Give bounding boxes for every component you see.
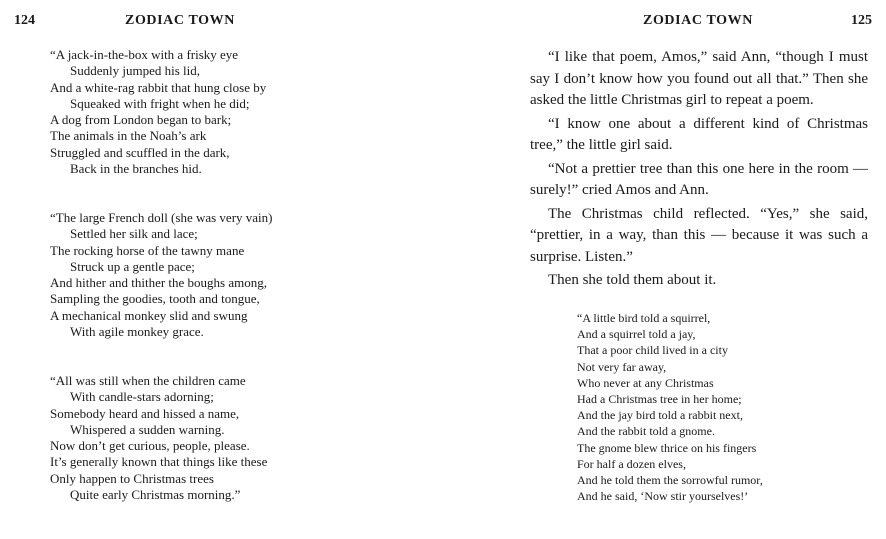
running-head-left: ZODIAC TOWN (125, 13, 235, 28)
verse-line: Only happen to Christmas trees (50, 470, 214, 486)
verse-line: Had a Christmas tree in her home; (577, 392, 742, 407)
verse-line: With agile monkey grace. (70, 324, 204, 340)
verse-line: And a squirrel told a jay, (577, 327, 696, 342)
verse-line: And the rabbit told a gnome. (577, 424, 715, 439)
poem-stanza-1 (50, 47, 266, 177)
page-number-right: 125 (851, 13, 872, 28)
verse-line: It’s generally known that things like these (50, 454, 268, 470)
verse-line: “The large French doll (she was very vain) (50, 210, 273, 225)
verse-line: With candle-stars adorning; (70, 389, 214, 405)
verse-line: And he told them the sorrowful rumor, (577, 473, 763, 488)
verse-line: “A jack-in-the-box with a frisky eye (50, 47, 239, 62)
prose-block (530, 47, 868, 294)
verse-line: Now don’t get curious, people, please. (50, 438, 250, 454)
verse-line: For half a dozen elves, (577, 456, 686, 471)
verse-line: Settled her silk and lace; (70, 226, 198, 242)
verse-line: Somebody heard and hissed a name, (50, 405, 240, 421)
running-head-right: ZODIAC TOWN (643, 13, 753, 28)
verse-line: A dog from London began to bark; (50, 112, 232, 128)
verse-line: Quite early Christmas morning.” (70, 487, 241, 503)
verse-line: Squeaked with fright when he did; (70, 95, 250, 111)
paragraph: “I know one about a different kind of Christmas tree,” the little girl said. (530, 115, 868, 153)
verse-line: “All was still when the children came (50, 373, 246, 388)
verse-line: And he said, ‘Now stir yourselves!’ (577, 489, 749, 504)
poem-stanza-2 (50, 210, 273, 340)
verse-line: And hither and thither the boughs among, (50, 275, 267, 291)
paragraph: “Not a prettier tree than this one here in the room — surely!” cried Amos and Ann. (530, 160, 868, 198)
verse-line: Not very far away, (577, 359, 667, 374)
verse-line: And the jay bird told a rabbit next, (577, 408, 743, 423)
paragraph: Then she told them about it. (548, 272, 717, 288)
poem-stanza-3 (50, 373, 267, 503)
right-page (443, 0, 886, 539)
page-number-left: 124 (14, 13, 35, 28)
verse-line: Back in the branches hid. (70, 161, 202, 177)
verse-line: Struck up a gentle pace; (70, 258, 195, 274)
paragraph: The Christmas child reflected. “Yes,” she said, “prettier, in a way, than this — because it was such a surprise. Listen.” (530, 205, 868, 265)
verse-line: “A little bird told a squirrel, (577, 311, 711, 325)
verse-line: Struggled and scuffled in the dark, (50, 144, 230, 160)
verse-line: The rocking horse of the tawny mane (50, 242, 245, 258)
verse-line: A mechanical monkey slid and swung (50, 307, 248, 323)
verse-line: Sampling the goodies, tooth and tongue, (50, 291, 260, 307)
verse-line: Whispered a sudden warning. (70, 421, 225, 437)
paragraph: “I like that poem, Amos,” said Ann, “though I must say I don’t know how you found out all that.” Then she asked the little Christmas girl to repeat a poem. (530, 49, 868, 108)
verse-line: The gnome blew thrice on his fingers (577, 440, 757, 455)
verse-line: Suddenly jumped his lid, (70, 63, 200, 79)
verse-line: The animals in the Noah’s ark (50, 128, 207, 144)
inset-poem (577, 310, 763, 504)
verse-line: And a white-rag rabbit that hung close by (50, 79, 267, 95)
verse-line: That a poor child lived in a city (577, 343, 728, 358)
verse-line: Who never at any Christmas (577, 375, 714, 390)
